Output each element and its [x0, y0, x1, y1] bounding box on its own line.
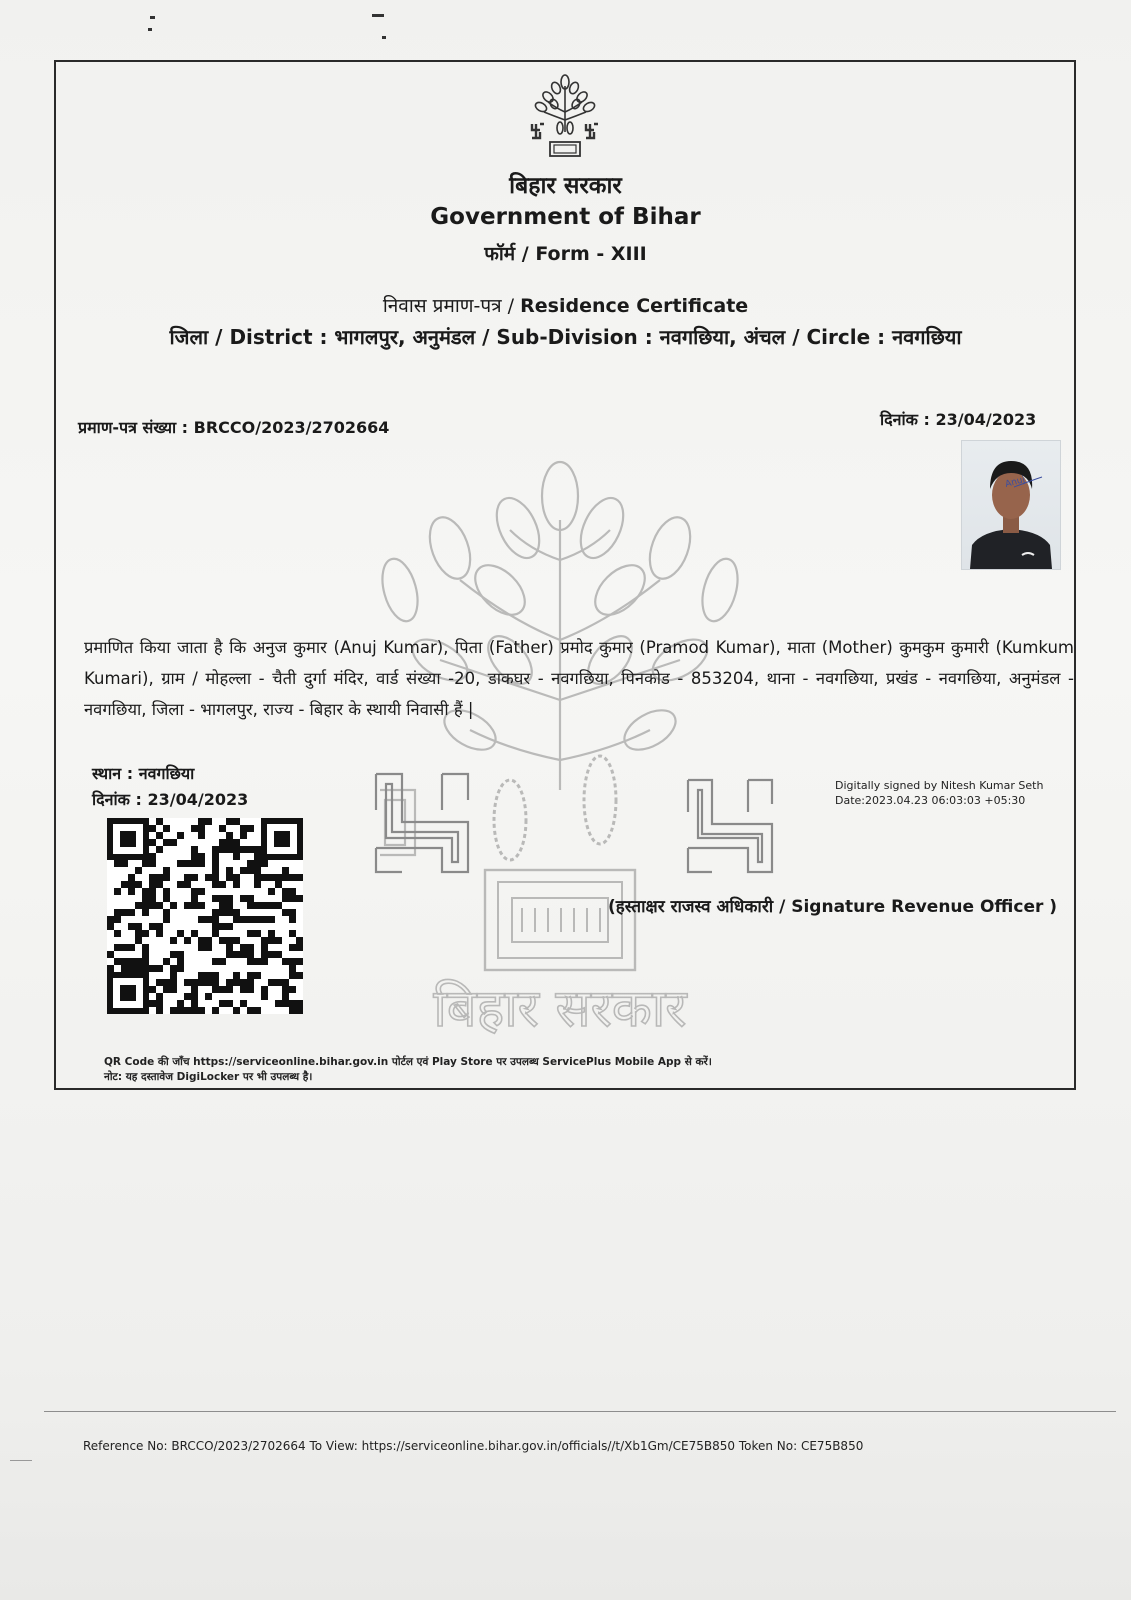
qr-note-line-2: नोट: यह दस्तावेज DigiLocker पर भी उपलब्ध है।	[104, 1071, 313, 1083]
government-title-english: Government of Bihar	[430, 204, 701, 230]
qr-code-icon	[107, 818, 303, 1014]
svg-text:Anuj: Anuj	[1004, 475, 1027, 490]
applicant-photo	[961, 440, 1061, 570]
district-line: जिला / District : भागलपुर, अनुमंडल / Sub-Division : नवगछिया, अंचल / Circle : नवगछिया	[169, 325, 962, 349]
watermark-swastika-right-icon	[684, 776, 776, 876]
issue-place: स्थान : नवगछिया	[92, 764, 195, 783]
form-label: फॉर्म / Form - XIII	[484, 243, 647, 265]
bihar-emblem-icon	[526, 72, 604, 162]
signed-date: Date:2023.04.23 06:03:03 +05:30	[835, 794, 1026, 807]
scan-speck	[372, 14, 384, 17]
person-photo-icon	[962, 441, 1060, 569]
watermark-emblem	[380, 460, 740, 1040]
digital-signature-info	[835, 778, 1043, 808]
qr-note-line-1: QR Code की जाँच https://serviceonline.bihar.gov.in पोर्टल एवं Play Store पर उपलब्ध ServicePlus Mobile App से करें।	[104, 1056, 712, 1068]
place-date: दिनांक : 23/04/2023	[92, 790, 249, 809]
scan-speck	[150, 16, 155, 19]
issue-date: दिनांक : 23/04/2023	[880, 410, 1037, 429]
scan-speck	[148, 28, 152, 31]
watermark-swastika-left-icon	[372, 770, 472, 876]
footer-rule-left	[10, 1460, 32, 1461]
certificate-body: प्रमाणित किया जाता है कि अनुज कुमार (Anuj Kumar), पिता (Father) प्रमोद कुमार (Pramod Kumar), माता (Mother) कुमकुम कुमारी (Kumkum Kumari), ग्राम / मोहल्ला - चैती दुर्गा मंदिर, वार्ड संख्या -20, डाकघर - नवगछिया, पिनकोड - 853204, थाना - नवगछिया, प्रखंड - नवगछिया, अनुमंडल - नवगछिया, जिला - भागलपुर, राज्य - बिहार के स्थायी निवासी हैं |	[84, 638, 1074, 719]
signature-label: (हस्ताक्षर राजस्व अधिकारी / Signature Revenue Officer )	[608, 897, 1058, 917]
certificate-number: प्रमाण-पत्र संख्या : BRCCO/2023/2702664	[78, 418, 390, 437]
scan-speck	[382, 36, 386, 39]
government-title-hindi: बिहार सरकार	[509, 173, 622, 199]
certificate-title-hindi: निवास प्रमाण-पत्र /	[382, 295, 515, 317]
signed-by: Digitally signed by Nitesh Kumar Seth	[835, 779, 1044, 792]
reference-line: Reference No: BRCCO/2023/2702664 To View: https://serviceonline.bihar.gov.in/officials//t/Xb1Gm/CE75B850 Token No: CE75B850	[83, 1439, 864, 1453]
certificate-title-english: Residence Certificate	[520, 295, 749, 317]
watermark-text: बिहार सरकार	[433, 979, 687, 1039]
qr-note	[104, 1055, 712, 1085]
certificate-title	[0, 292, 1131, 318]
footer-rule	[44, 1411, 1116, 1412]
